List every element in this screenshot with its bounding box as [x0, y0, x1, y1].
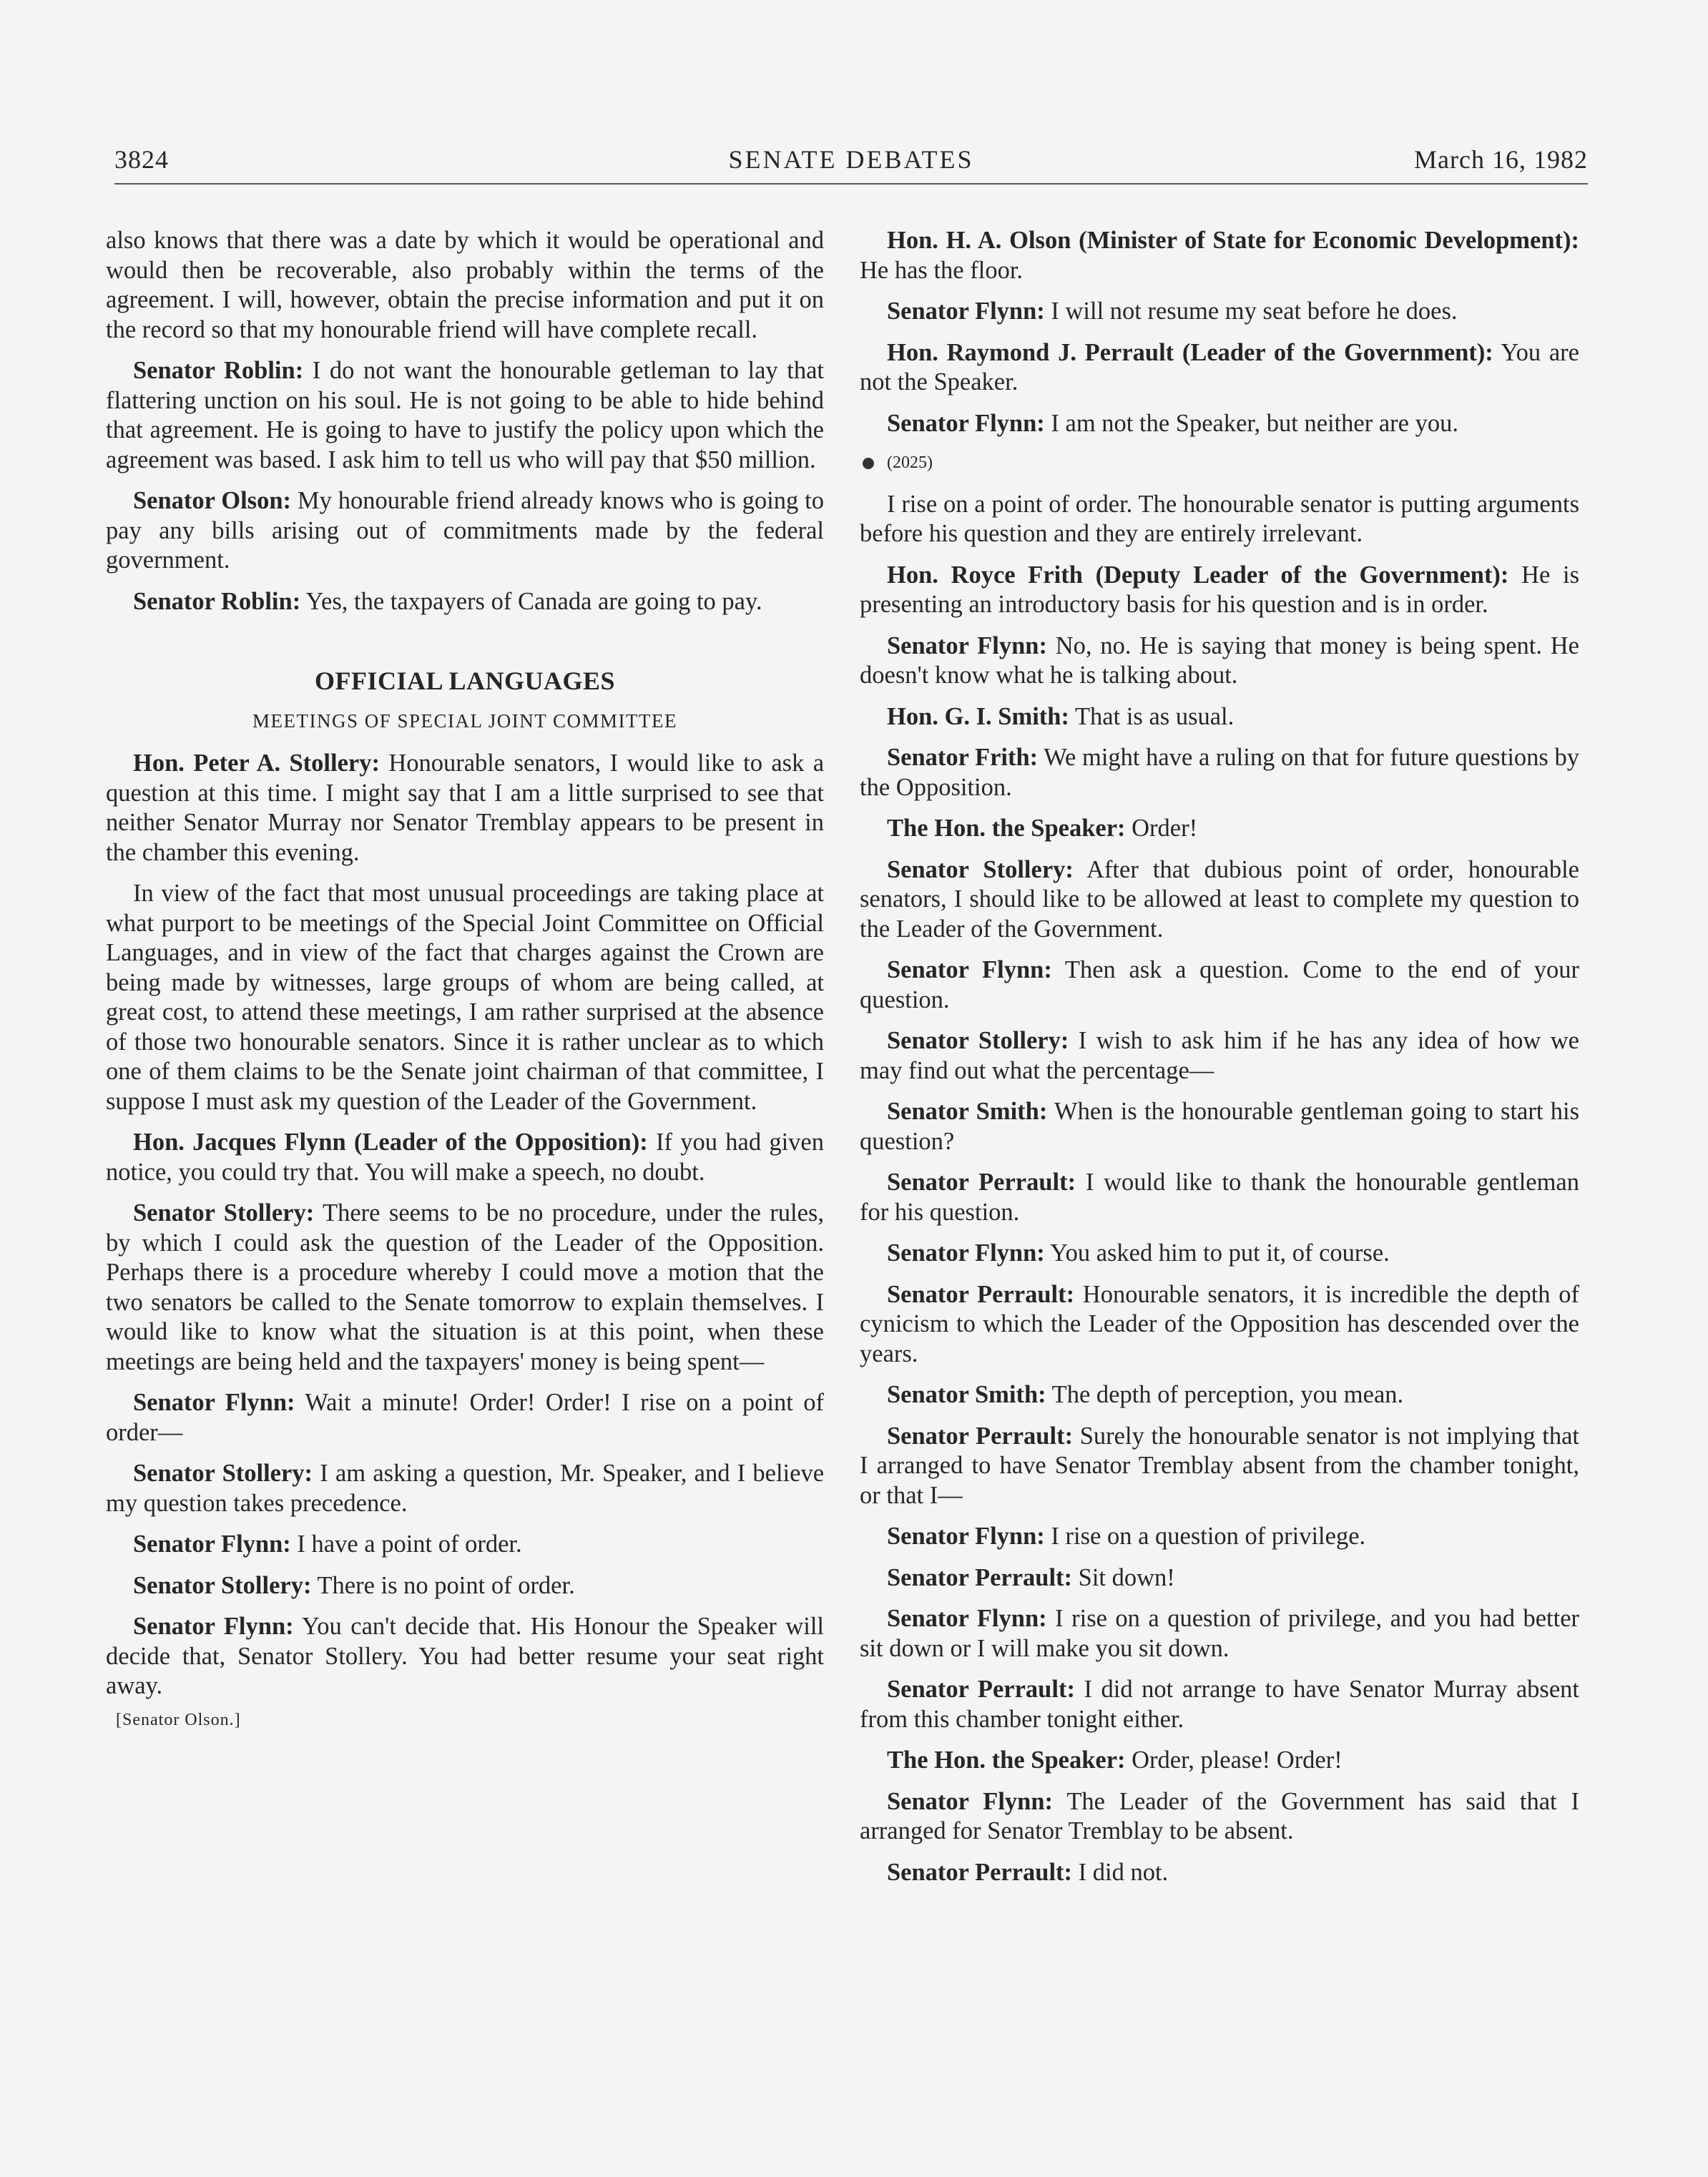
speech-text: You asked him to put it, of course. [1044, 1239, 1390, 1267]
section-subtitle: MEETINGS OF SPECIAL JOINT COMMITTEE [252, 709, 677, 732]
paragraph [860, 632, 1579, 691]
speaker-name: Hon. Jacques Flynn (Leader of the Opposition): [133, 1129, 648, 1156]
speech-text: I did not. [1072, 1858, 1169, 1886]
page-header [114, 143, 1588, 185]
speech-text: There is no point of order. [311, 1571, 575, 1599]
speaker-name: Hon. G. I. Smith: [887, 702, 1069, 730]
speech-text: He is presenting an introductory basis for his question and is in order. [860, 561, 1579, 618]
paragraph [860, 1563, 1579, 1593]
speaker-name: Senator Perrault: [887, 1676, 1075, 1703]
speech-text: The Leader of the Government has said that I arranged for Senator Tremblay to be absent. [860, 1787, 1580, 1844]
speaker-name: Senator Stollery: [133, 1460, 313, 1487]
paragraph [106, 486, 824, 576]
speaker-name: Hon. Peter A. Stollery: [133, 750, 380, 777]
speaker-name: Senator Flynn: [887, 956, 1052, 983]
speech-text: Yes, the taxpayers of Canada are going to pay. [300, 587, 762, 615]
page-number: 3824 [114, 145, 169, 174]
paragraph [860, 1604, 1579, 1664]
paragraph [860, 1280, 1579, 1370]
speech-text: I do not want the honourable getleman to lay that flattering unction on his soul. He is not going to be able to hide behind that agreement. He is going to have to justify the policy upon which the agreement was based. I ask him to tell us who will pay that $50 million. [106, 357, 824, 473]
paragraph [106, 1612, 824, 1701]
speaker-name: Senator Roblin: [133, 357, 304, 384]
speaker-name: The Hon. the Speaker: [887, 1746, 1126, 1774]
paragraph: In view of the fact that most unusual proceedings are taking place at what purport to be meetings of the Special Joint Committee on Official Languages, and in view of the fact that charges against the Crown are being made by witnesses, large groups of whom are being called, at great cost, to attend these meetings, I am rather surprised at the absence of those two honourable senators. Since it is rather unclear as to which one of them claims to be the Senate joint chairman of that committee, I suppose I must ask my question of the Leader of the Government. [106, 880, 824, 1115]
speaker-name: Senator Perrault: [887, 1563, 1073, 1591]
paragraph [860, 338, 1579, 398]
time-marker [860, 448, 1579, 478]
speaker-name: Senator Flynn: [887, 1239, 1045, 1267]
speaker-name: Senator Smith: [887, 1098, 1048, 1125]
left-column [106, 226, 824, 1735]
speech-text: I have a point of order. [290, 1530, 522, 1558]
paragraph [860, 1675, 1579, 1734]
footer-note: [Senator Olson.] [116, 1710, 241, 1729]
speaker-name: Senator Perrault: [887, 1858, 1073, 1886]
paragraph [860, 1168, 1579, 1227]
paragraph: I rise on a point of order. The honourable senator is putting arguments before his question and they are entirely irrelevant. [860, 490, 1579, 547]
speech-text: I will not resume my seat before he does. [1044, 298, 1458, 325]
speech-text: After that dubious point of order, honourable senators, I should like to be allowed at least to complete my question to the Leader of the Government. [860, 855, 1579, 943]
speaker-name: Senator Flynn: [887, 632, 1047, 659]
paragraph [860, 1522, 1579, 1552]
paragraph [106, 356, 824, 475]
speech-text: Sit down! [1072, 1563, 1175, 1591]
speaker-name: Senator Roblin: [133, 587, 301, 615]
speech-text: Order, please! Order! [1125, 1746, 1343, 1774]
paragraph [106, 1459, 824, 1518]
paragraph [860, 702, 1579, 732]
speech-text: My honourable friend already knows who is going to pay any bills arising out of commitments made by the federal government. [106, 487, 824, 574]
paragraph [106, 1530, 824, 1560]
speaker-name: Senator Stollery: [133, 1199, 315, 1227]
speech-text: I rise on a question of privilege, and you had better sit down or I will make you sit down. [860, 1605, 1580, 1662]
speech-text: No, no. He is saying that money is being spent. He doesn't know what he is talking about. [860, 632, 1579, 689]
speaker-name: Senator Flynn: [133, 1530, 291, 1558]
time-marker-text: (2025) [887, 453, 933, 472]
speech-text: I am not the Speaker, but neither are you. [1044, 409, 1458, 437]
paragraph [860, 814, 1579, 844]
paragraph [106, 1388, 824, 1448]
paragraph [860, 561, 1579, 620]
paragraph [860, 1746, 1579, 1776]
speaker-name: Senator Perrault: [887, 1169, 1076, 1196]
speech-text: Surely the honourable senator is not implying that I arranged to have Senator Tremblay absent from the chamber tonight, or that I— [860, 1422, 1579, 1509]
speaker-name: Senator Flynn: [887, 1605, 1047, 1632]
speaker-name: Senator Flynn: [887, 298, 1045, 325]
speech-text: The depth of perception, you mean. [1046, 1381, 1404, 1408]
speech-text: He has the floor. [860, 256, 1024, 284]
speech-text: If you had given notice, you could try that. You will make a speech, no doubt. [106, 1129, 824, 1186]
paragraph [106, 1128, 824, 1187]
paragraph [106, 749, 824, 868]
paragraph [860, 1787, 1579, 1847]
section-title: OFFICIAL LANGUAGES [314, 667, 616, 695]
speech-text: I wish to ask him if he has any idea of how we may find out what the percentage— [860, 1027, 1579, 1084]
speaker-name: Hon. H. A. Olson (Minister of State for Economic Development): [887, 227, 1579, 254]
speaker-name: The Hon. the Speaker: [887, 815, 1126, 842]
paragraph [106, 1571, 824, 1601]
speaker-name: Hon. Royce Frith (Deputy Leader of the Government): [887, 561, 1509, 589]
paragraph [860, 297, 1579, 327]
bullet-icon [863, 458, 874, 469]
paragraph [860, 226, 1579, 285]
speech-text: Honourable senators, I would like to ask a question at this time. I might say that I am a little surprised to see that neither Senator Murray nor Senator Tremblay appears to be present in the chamber this evening. [106, 750, 825, 866]
speaker-name: Senator Flynn: [133, 1613, 294, 1640]
speech-text: I rise on a question of privilege. [1044, 1523, 1366, 1550]
paragraph [860, 1380, 1579, 1410]
speech-text: You are not the Speaker. [860, 338, 1579, 395]
paragraph [106, 587, 824, 617]
paragraph [860, 409, 1579, 439]
paragraph [860, 743, 1579, 802]
paragraph [106, 1199, 824, 1377]
paragraph [860, 1239, 1579, 1269]
right-column [860, 226, 1579, 1899]
paragraph [860, 1026, 1579, 1086]
publication-title: SENATE DEBATES [728, 145, 974, 174]
speaker-name: Senator Perrault: [887, 1280, 1075, 1308]
speech-text: There seems to be no procedure, under the rules, by which I could ask the question of the Leader of the Opposition. Perhaps there is a procedure whereby I could move a motion that the two senators be called to the Senate tomorrow to explain themselves. I would like to know what the situation is at this point, when these meetings are being held and the taxpayers' money is being spent— [106, 1199, 824, 1375]
speaker-name: Senator Olson: [133, 487, 292, 514]
paragraph [860, 1097, 1579, 1156]
speaker-name: Senator Flynn: [887, 409, 1045, 437]
speaker-name: Hon. Raymond J. Perrault (Leader of the Government): [887, 338, 1493, 366]
speaker-name: Senator Stollery: [133, 1571, 312, 1599]
speech-text: You can't decide that. His Honour the Speaker will decide that, Senator Stollery. You had better resume your seat right away. [106, 1613, 824, 1699]
paragraph [860, 955, 1579, 1015]
speech-text: I did not arrange to have Senator Murray absent from this chamber tonight either. [860, 1676, 1579, 1733]
speech-text: Then ask a question. Come to the end of your question. [860, 956, 1579, 1013]
paragraph [860, 1422, 1579, 1511]
paragraph [860, 855, 1579, 945]
speaker-name: Senator Stollery: [887, 1027, 1069, 1054]
page-date: March 16, 1982 [1414, 145, 1588, 174]
speech-text: We might have a ruling on that for future questions by the Opposition. [860, 744, 1579, 801]
speech-text: When is the honourable gentleman going to start his question? [860, 1098, 1579, 1155]
paragraph: also knows that there was a date by which it would be operational and would then be recoverable, also probably within the terms of the agreement. I will, however, obtain the precise information and put it on the record so that my honourable friend will have complete recall. [106, 227, 824, 343]
speech-text: Order! [1125, 815, 1198, 842]
speech-text: Honourable senators, it is incredible the depth of cynicism to which the Leader of the Opposition has descended over the years. [860, 1280, 1579, 1367]
speaker-name: Senator Flynn: [887, 1523, 1045, 1550]
speech-text: Wait a minute! Order! Order! I rise on a point of order— [106, 1389, 824, 1446]
speaker-name: Senator Perrault: [887, 1422, 1074, 1450]
speaker-name: Senator Frith: [887, 744, 1039, 771]
speech-text: That is as usual. [1069, 702, 1235, 730]
paragraph [860, 1858, 1579, 1888]
speech-text: I would like to thank the honourable gentleman for his question. [860, 1169, 1579, 1226]
speaker-name: Senator Flynn: [887, 1787, 1054, 1815]
speech-text: I am asking a question, Mr. Speaker, and I believe my question takes precedence. [106, 1460, 825, 1517]
speaker-name: Senator Stollery: [887, 855, 1074, 883]
speaker-name: Senator Flynn: [133, 1389, 295, 1416]
speaker-name: Senator Smith: [887, 1381, 1046, 1408]
